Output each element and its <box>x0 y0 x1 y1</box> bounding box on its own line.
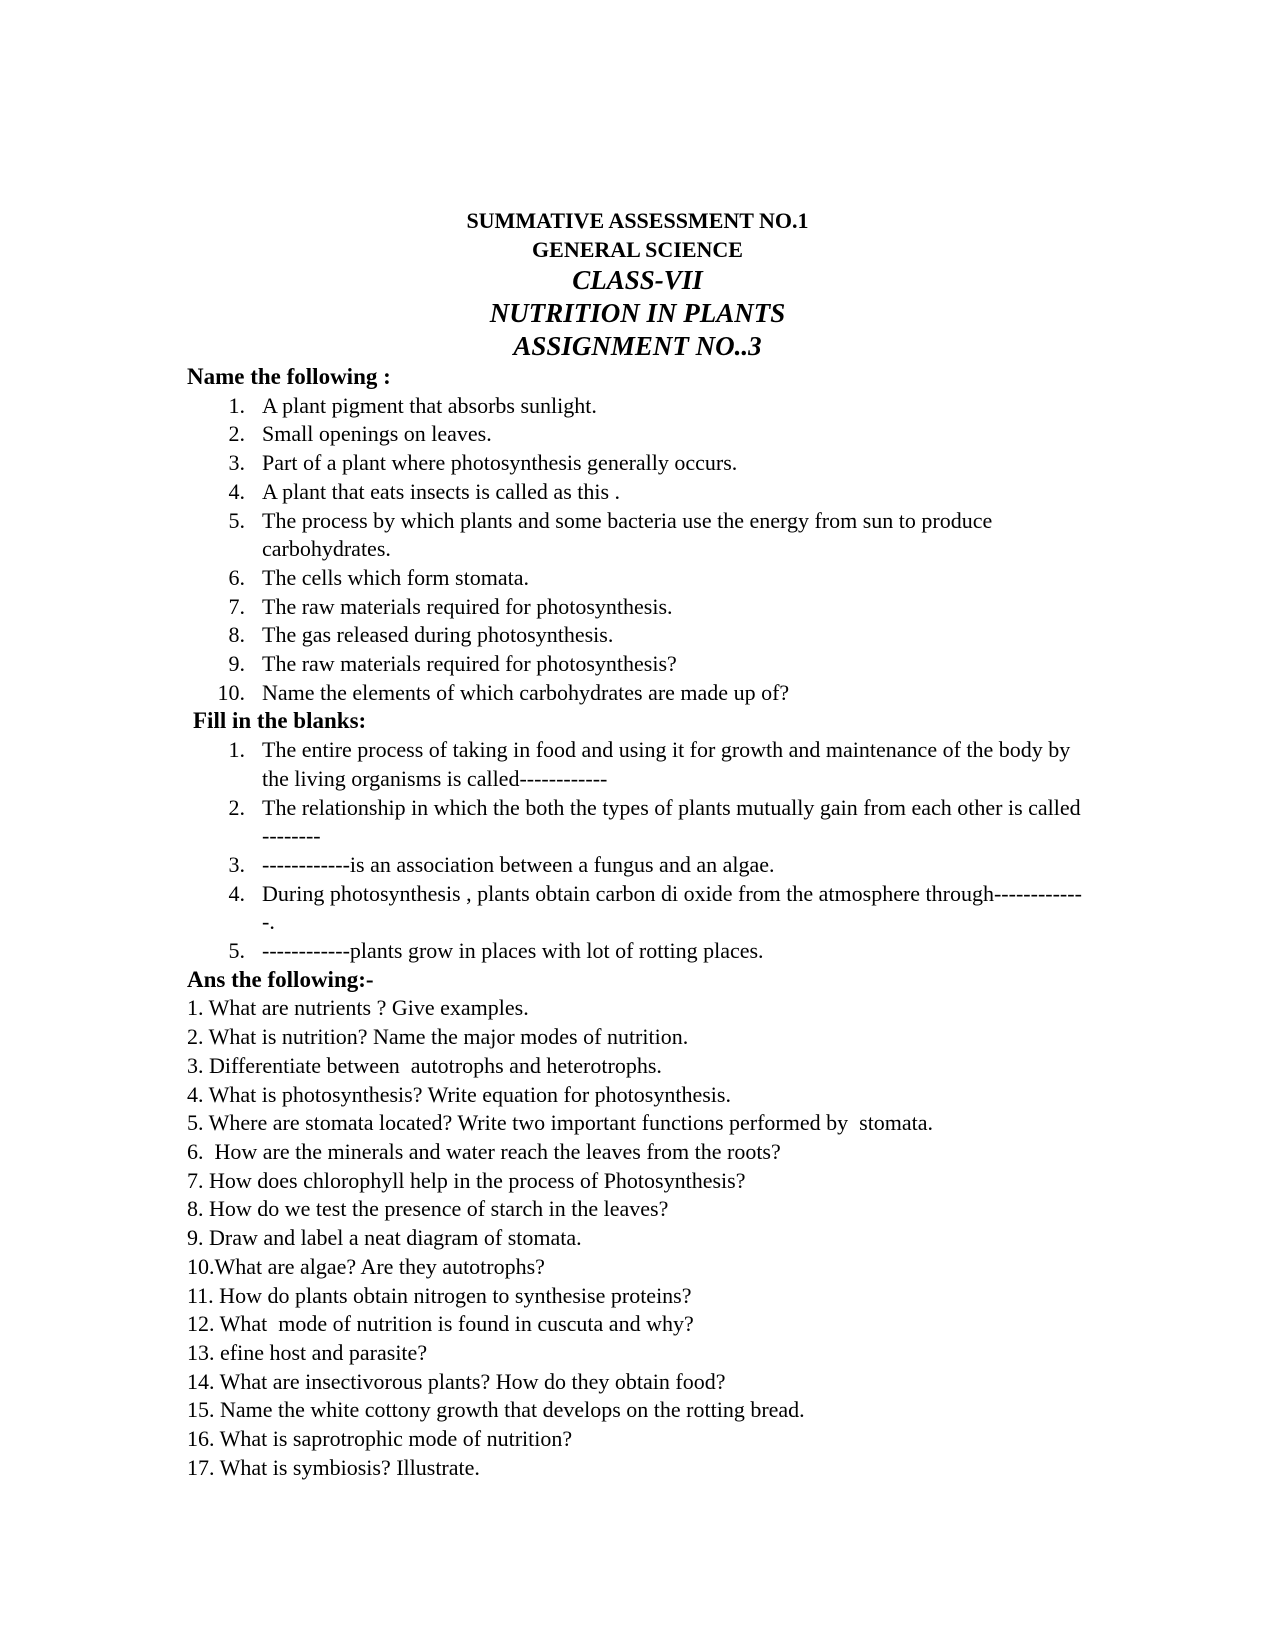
list-item-number: 10. <box>217 679 245 705</box>
list-item <box>187 392 1087 421</box>
question-item: 16. What is saprotrophic mode of nutrition? <box>187 1426 573 1452</box>
list-item <box>187 937 1087 966</box>
chapter-title: NUTRITION IN PLANTS <box>489 298 786 328</box>
section-title-fill-blanks: Fill in the blanks: <box>193 708 367 734</box>
list-item <box>187 736 1087 793</box>
list-item-text: ------------plants grow in places with lot of rotting places. <box>262 938 764 964</box>
question-item: 1. What are nutrients ? Give examples. <box>187 995 529 1021</box>
list-item-text: A plant that eats insects is called as this . <box>262 478 621 504</box>
list-item-number: 6. <box>228 564 245 590</box>
list-item-number: 5. <box>228 507 245 533</box>
question-item: 9. Draw and label a neat diagram of stomata. <box>187 1225 582 1251</box>
list-item-text: Name the elements of which carbohydrates are made up of? <box>262 679 790 705</box>
list-item <box>187 420 1087 449</box>
name-following-list <box>187 392 1087 708</box>
question-item: 15. Name the white cottony growth that develops on the rotting bread. <box>187 1397 805 1423</box>
question-item: 2. What is nutrition? Name the major modes of nutrition. <box>187 1024 689 1050</box>
list-item <box>187 880 1087 937</box>
document-body <box>187 363 1087 1482</box>
list-item-number: 2. <box>228 421 245 447</box>
answer-following-list <box>187 994 1087 1482</box>
question-item: 14. What are insectivorous plants? How do they obtain food? <box>187 1368 726 1394</box>
subject-title: GENERAL SCIENCE <box>532 237 743 262</box>
list-item <box>187 621 1087 650</box>
list-item <box>187 650 1087 679</box>
list-item <box>187 679 1087 708</box>
list-item-number: 4. <box>228 880 245 906</box>
question-item: 13. efine host and parasite? <box>187 1339 428 1365</box>
list-item-text: Part of a plant where photosynthesis generally occurs. <box>262 450 738 476</box>
list-item-number: 4. <box>228 478 245 504</box>
list-item-number: 1. <box>228 737 245 763</box>
section-title-answer-following: Ans the following:- <box>187 966 374 992</box>
list-item <box>187 478 1087 507</box>
list-item-text: The cells which form stomata. <box>262 564 529 590</box>
list-item <box>187 564 1087 593</box>
list-item-text: During photosynthesis , plants obtain carbon di oxide from the atmosphere through-------------. <box>262 880 1082 935</box>
assessment-title: SUMMATIVE ASSESSMENT NO.1 <box>466 208 809 233</box>
question-item: 17. What is symbiosis? Illustrate. <box>187 1454 480 1480</box>
section-title-name-following: Name the following : <box>187 364 391 389</box>
list-item-text: The raw materials required for photosynthesis? <box>262 651 677 677</box>
question-item: 4. What is photosynthesis? Write equation for photosynthesis. <box>187 1081 731 1107</box>
list-item-text: The entire process of taking in food and using it for growth and maintenance of the body by the living organisms is called------------ <box>262 737 1071 791</box>
list-item-text: The process by which plants and some bacteria use the energy from sun to produce carbohydrates. <box>262 507 993 562</box>
question-item: 8. How do we test the presence of starch in the leaves? <box>187 1196 669 1222</box>
list-item-text: The raw materials required for photosynthesis. <box>262 593 673 619</box>
question-item: 11. How do plants obtain nitrogen to synthesise proteins? <box>187 1282 692 1308</box>
class-title: CLASS-VII <box>572 265 703 295</box>
list-item <box>187 794 1087 851</box>
document-header <box>0 206 1275 363</box>
list-item <box>187 507 1087 564</box>
list-item-number: 8. <box>228 622 245 648</box>
question-item: 10.What are algae? Are they autotrophs? <box>187 1253 545 1279</box>
list-item-text: Small openings on leaves. <box>262 421 492 447</box>
list-item-text: A plant pigment that absorbs sunlight. <box>262 392 597 418</box>
list-item-number: 2. <box>228 794 245 820</box>
list-item-number: 3. <box>228 851 245 877</box>
list-item <box>187 449 1087 478</box>
list-item-text: The relationship in which the both the types of plants mutually gain from each other is called -------- <box>262 794 1081 849</box>
list-item-number: 7. <box>228 593 245 619</box>
assignment-title: ASSIGNMENT NO..3 <box>513 331 762 361</box>
list-item-number: 9. <box>228 651 245 677</box>
list-item-number: 3. <box>228 450 245 476</box>
question-item: 12. What mode of nutrition is found in cuscuta and why? <box>187 1311 694 1337</box>
question-item: 7. How does chlorophyll help in the process of Photosynthesis? <box>187 1167 746 1193</box>
list-item-number: 5. <box>228 938 245 964</box>
question-item: 6. How are the minerals and water reach the leaves from the roots? <box>187 1138 781 1164</box>
question-item: 3. Differentiate between autotrophs and heterotrophs. <box>187 1052 662 1078</box>
question-item: 5. Where are stomata located? Write two important functions performed by stomata. <box>187 1110 934 1136</box>
list-item <box>187 593 1087 622</box>
list-item-number: 1. <box>228 392 245 418</box>
fill-blanks-list <box>187 736 1087 966</box>
list-item-text: The gas released during photosynthesis. <box>262 622 614 648</box>
list-item <box>187 851 1087 880</box>
list-item-text: ------------is an association between a fungus and an algae. <box>262 851 775 877</box>
